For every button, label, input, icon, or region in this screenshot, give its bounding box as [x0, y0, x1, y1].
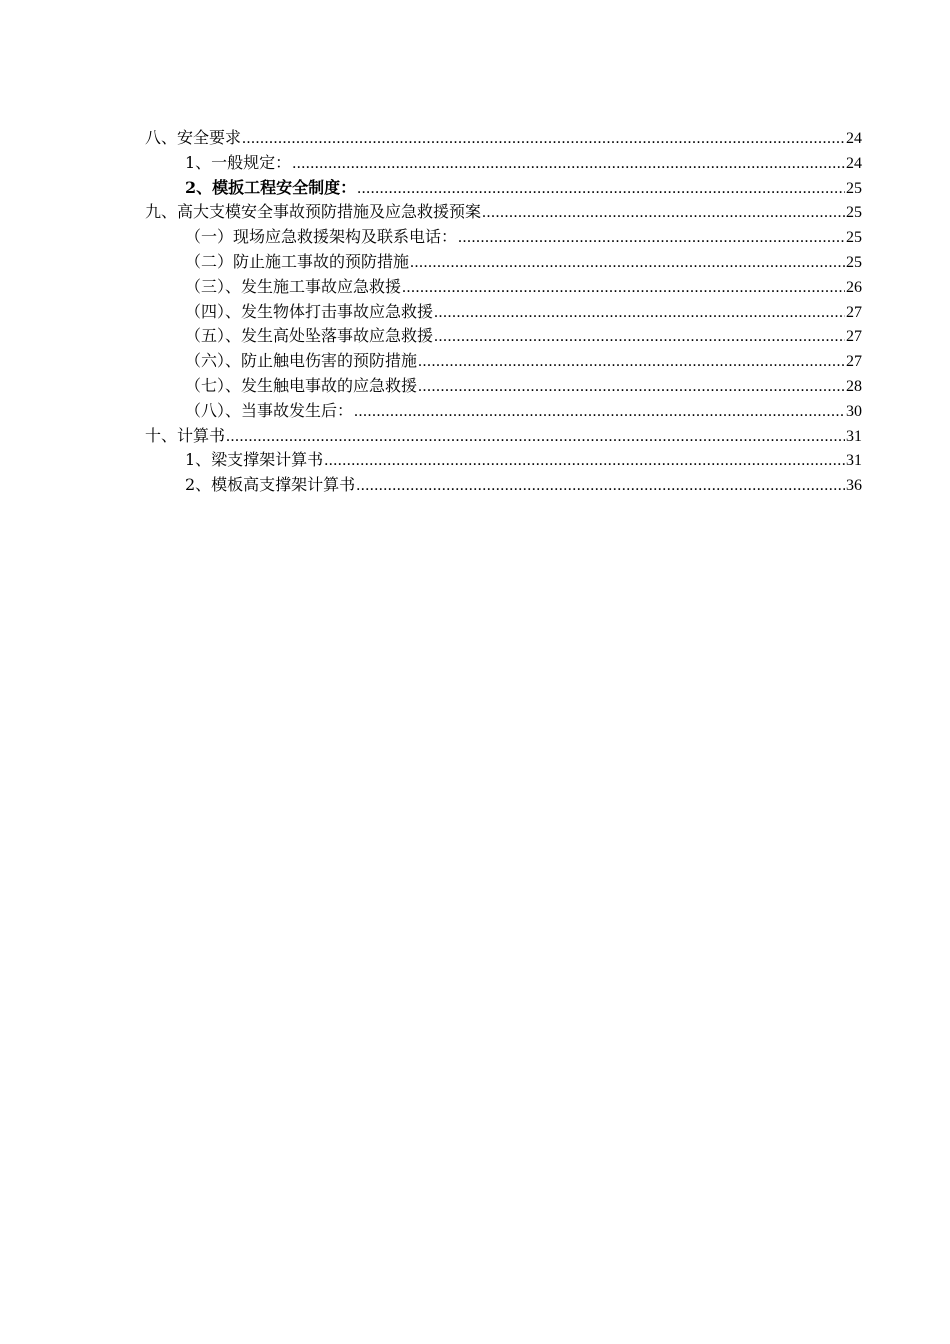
- toc-dot-leader: [418, 350, 845, 374]
- toc-dot-leader: [242, 127, 845, 151]
- toc-entry-title: （六）、防止触电伤害的预防措施: [185, 351, 418, 371]
- toc-entry-title: （七）、发生触电事故的应急救援: [185, 375, 418, 395]
- toc-entry[interactable]: [145, 126, 862, 151]
- toc-entry[interactable]: [145, 448, 862, 473]
- toc-page-number: 28: [846, 377, 862, 395]
- toc-dot-leader: [324, 449, 845, 473]
- toc-entry-title: 九、高大支模安全事故预防措施及应急救援预案: [145, 202, 482, 222]
- toc-page-number: 36: [846, 477, 862, 495]
- toc-entry[interactable]: [145, 200, 862, 225]
- toc-entry[interactable]: [145, 324, 862, 349]
- toc-page-number: 31: [846, 452, 862, 470]
- toc-entry-title: 1、一般规定：: [185, 152, 292, 172]
- toc-page-number: 26: [846, 278, 862, 296]
- toc-page-number: 30: [846, 402, 862, 420]
- toc-dot-leader: [292, 152, 845, 176]
- toc-entry-title: 1、梁支撑架计算书: [185, 450, 324, 470]
- toc-entry[interactable]: [145, 250, 862, 275]
- toc-dot-leader: [357, 177, 845, 201]
- toc-entry-title: （四）、发生物体打击事故应急救援: [185, 301, 434, 321]
- toc-page-number: 31: [846, 427, 862, 445]
- toc-entry-title: 2、模扳工程安全制度：: [185, 177, 357, 197]
- table-of-contents: [145, 126, 862, 498]
- toc-entry-title: （二）防止施工事故的预防措施: [185, 251, 410, 271]
- toc-entry[interactable]: [145, 424, 862, 449]
- toc-dot-leader: [356, 474, 845, 498]
- toc-entry[interactable]: [145, 275, 862, 300]
- toc-dot-leader: [354, 400, 845, 424]
- toc-dot-leader: [410, 251, 845, 275]
- toc-page-number: 27: [846, 353, 862, 371]
- toc-dot-leader: [458, 226, 845, 250]
- toc-entry[interactable]: [145, 300, 862, 325]
- toc-page-number: 27: [846, 303, 862, 321]
- toc-page-number: 25: [846, 253, 862, 271]
- toc-entry-title: （五）、发生高处坠落事故应急救援: [185, 326, 434, 346]
- toc-page-number: 24: [846, 130, 862, 147]
- toc-entry-title: （八）、当事故发生后：: [185, 400, 354, 420]
- toc-dot-leader: [418, 375, 845, 399]
- toc-page-number: 25: [846, 179, 862, 197]
- toc-dot-leader: [482, 201, 845, 225]
- toc-dot-leader: [402, 276, 845, 300]
- toc-entry[interactable]: [145, 473, 862, 498]
- toc-page-number: 24: [846, 154, 862, 172]
- toc-dot-leader: [434, 301, 845, 325]
- toc-page-number: 27: [846, 328, 862, 346]
- toc-page-number: 25: [846, 229, 862, 247]
- toc-entry[interactable]: [145, 374, 862, 399]
- toc-dot-leader: [226, 425, 845, 449]
- toc-entry-title: （一）现场应急救援架构及联系电话：: [185, 227, 458, 247]
- toc-dot-leader: [434, 325, 845, 349]
- toc-entry-title: 八、安全要求: [145, 128, 242, 147]
- toc-entry-title: （三）、发生施工事故应急救援: [185, 276, 402, 296]
- toc-entry-title: 2、模板高支撑架计算书: [185, 475, 356, 495]
- toc-entry[interactable]: [145, 349, 862, 374]
- toc-entry[interactable]: [145, 151, 862, 176]
- toc-entry-title: 十、计算书: [145, 425, 226, 445]
- toc-page-number: 25: [846, 204, 862, 222]
- toc-entry[interactable]: [145, 225, 862, 250]
- toc-entry[interactable]: [145, 176, 862, 201]
- toc-entry[interactable]: [145, 399, 862, 424]
